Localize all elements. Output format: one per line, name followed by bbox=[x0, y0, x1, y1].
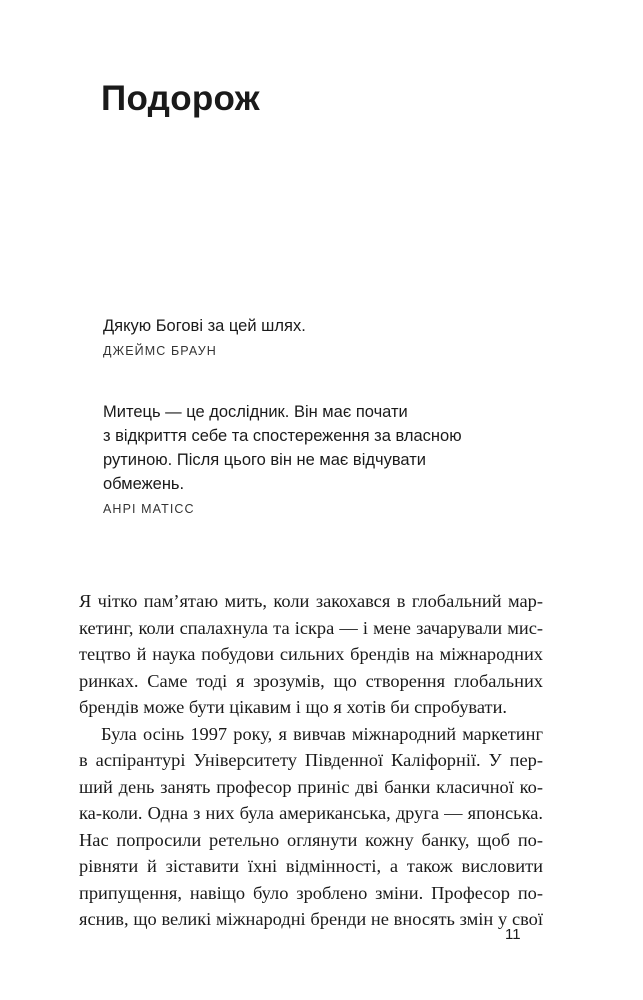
body-line: припущення, навіщо було зроблено зміни. Професор по- bbox=[79, 882, 543, 903]
body-text bbox=[79, 588, 543, 933]
body-line: рівняти й зіставити їхні відмінності, а також висловити bbox=[79, 856, 543, 876]
epigraph-author: АНРІ МАТІСС bbox=[103, 502, 195, 516]
epigraph-quote-line: обмежень. bbox=[103, 475, 185, 493]
epigraph-quote-line: рутиною. Після цього він не має відчувати bbox=[103, 451, 427, 469]
body-line: Нас попросили ретельно оглянути кожну банку, щоб по- bbox=[79, 829, 543, 850]
epigraph-quote-line: Митець — це дослідник. Він має почати bbox=[103, 403, 408, 421]
body-line: кетинг, коли спалахнула та іскра — і мене зачарували мис- bbox=[79, 617, 543, 638]
body-line: Я чітко пам’ятаю мить, коли закохався в глобальний мар- bbox=[79, 591, 543, 611]
body-line: яснив, що великі міжнародні бренди не вносять змін у свої bbox=[79, 909, 543, 929]
body-line: брендів може бути цікавим і що я хотів би спробувати. bbox=[79, 697, 508, 717]
body-line: ший день занять професор приніс дві банки класичної ко- bbox=[79, 776, 543, 797]
body-line: в аспірантурі Університету Південної Каліфорнії. У пер- bbox=[79, 750, 543, 770]
epigraph-author: ДЖЕЙМС БРАУН bbox=[103, 344, 217, 358]
chapter-title: Подорож bbox=[101, 79, 260, 118]
body-line: ринках. Саме тоді я зрозумів, що створення глобальних bbox=[79, 670, 543, 691]
epigraph-quote-line: з відкриття себе та спостереження за власною bbox=[103, 427, 462, 445]
body-line: ка-коли. Одна з них була американська, друга — японська. bbox=[79, 803, 543, 823]
epigraph-quote bbox=[103, 400, 543, 496]
body-line: тецтво й наука побудови сильних брендів на міжнародних bbox=[79, 644, 543, 664]
epigraph-quote-line: Дякую Богові за цей шлях. bbox=[103, 317, 306, 335]
epigraph-quote bbox=[103, 314, 543, 338]
epigraph bbox=[103, 314, 543, 359]
body-line: Була осінь 1997 року, я вивчав міжнародний маркетинг bbox=[101, 723, 543, 744]
page-number: 11 bbox=[505, 926, 521, 943]
epigraph bbox=[103, 400, 543, 517]
